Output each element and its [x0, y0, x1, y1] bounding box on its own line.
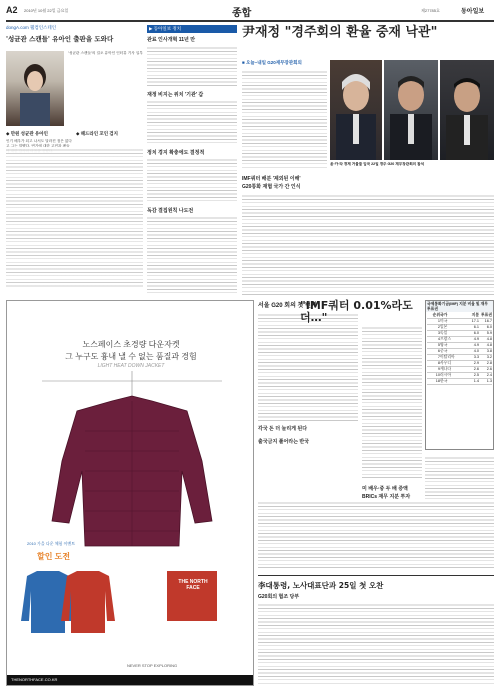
bottom-mid-lines	[258, 500, 494, 570]
mid-lines-2	[147, 99, 237, 145]
table-cell: 이탈리아	[440, 355, 455, 360]
ad-event-label: 2010 가을 다운 체험 이벤트	[27, 541, 76, 546]
table-cell: 17.1	[471, 319, 479, 324]
table-body	[426, 312, 493, 386]
ad-title-1: 노스페이스 초경량 다운자켓	[82, 340, 180, 349]
table-cell: 순위	[432, 313, 440, 318]
table-cell: 프랑스	[440, 337, 452, 342]
mid-head-1: 관료 인사개혁 11년 만	[147, 37, 196, 43]
bottom-headline: 李대통령, 노사대표단과 25일 첫 오찬	[258, 581, 384, 590]
mid-head-4: 독감 결집원칙 나도전	[147, 208, 194, 214]
table-cell: 10	[435, 373, 440, 378]
jacket-illustration	[7, 371, 255, 691]
table-cell: 5	[437, 343, 440, 348]
photo-bernanke	[330, 60, 382, 160]
mid-head-3: 정치 경지 확충에도 결정적	[147, 150, 205, 156]
main-sub-1: ■ 오늘~내일 G20재무장관회의	[242, 60, 302, 65]
ad-title-3: LIGHT HEAT DOWN JACKET	[97, 363, 165, 369]
photo-noda	[440, 60, 494, 160]
table-title: 국제통화기금(IMF) 지분 비율 및 재무 투표권	[426, 301, 493, 312]
left-photo	[6, 51, 64, 126]
ad-footer-bar: THENORTHFACE.CO.KR	[7, 675, 253, 685]
page-date: 2010년 10월 22일 금요일	[24, 8, 69, 13]
table-cell: 미국	[440, 319, 448, 324]
ad-cta-badge: 할인 도전	[37, 552, 71, 561]
bottom-mid-sub: 각국 돈 더 늘리게 된다	[258, 426, 308, 432]
bottom-mid-head-1: 출국금지 풀어라는 반국	[258, 439, 310, 445]
mid-column	[147, 25, 237, 295]
table-cell: 3.3	[473, 355, 479, 360]
table-cell: 3	[437, 331, 440, 336]
table-cell: 4.9	[473, 337, 479, 342]
bottom-sub: G20회의 협조 당부	[258, 594, 300, 600]
imf-table	[425, 300, 494, 450]
left-kicker: dongA.com 웰컴인스테인	[6, 25, 57, 30]
table-cell: 4.9	[473, 343, 479, 348]
photo-yoon	[384, 60, 438, 160]
left-body-a: '성균관 스캔들'의 걸오 유아인 인터뷰 기사 일부	[68, 51, 143, 55]
main-story	[242, 25, 494, 295]
table-cell: 일본	[440, 325, 448, 330]
table-cell: 7	[437, 355, 440, 360]
table-cell: 영국	[440, 343, 448, 348]
main-lines-a	[242, 69, 327, 169]
table-cell: 6.1	[473, 325, 479, 330]
table-cell: 18	[435, 379, 440, 384]
mid-lower-column	[258, 300, 358, 480]
page-number: A2	[6, 5, 18, 15]
table-cell: 중국	[440, 349, 448, 354]
table-cell: 2.6	[486, 367, 492, 372]
table-cell: 4.8	[486, 343, 492, 348]
mid-head-2: 재정 비지는 위치 '기관' 갑	[147, 92, 204, 98]
table-cell: 1	[437, 319, 440, 324]
table-cell: 국가	[440, 313, 448, 318]
left-box-label: ◆ 만원 성균관 유아인	[6, 131, 48, 136]
table-cell: 4.8	[486, 337, 492, 342]
person-1-figure	[330, 60, 382, 160]
main-headline: 尹재정 "경주회의 환율 중재 낙관"	[242, 25, 438, 40]
header-rule	[6, 20, 494, 22]
main-sub-2: IMF쿼터 배분 '제외된 이해'	[242, 176, 301, 182]
table-cell: 4.0	[473, 349, 479, 354]
mid-lines-4	[147, 215, 237, 295]
table-cell: 사우디	[440, 361, 452, 366]
table-cell: 독일	[440, 331, 448, 336]
main-sub-3: G20통화 재협 국가 간 인식	[242, 184, 301, 190]
table-cell: 6.0	[473, 331, 479, 336]
table-cell: 4	[437, 337, 440, 342]
bottom-mid-head-2: 미 배우·중 두 배 증액	[362, 486, 408, 492]
table-cell: 러시아	[440, 373, 452, 378]
issue-number: 제27785호	[421, 8, 440, 13]
table-cell: 2	[437, 325, 440, 330]
advertisement	[6, 300, 254, 686]
left-column	[6, 25, 143, 295]
mid-lower-lines	[258, 312, 358, 422]
bottom-rule	[258, 575, 494, 576]
ad-slogan: NEVER STOP EXPLORING	[127, 663, 178, 668]
table-cell: 지분	[471, 313, 479, 318]
person-2-figure	[384, 60, 438, 160]
table-cell: 6	[437, 349, 440, 354]
ad-title-2: 그 누구도 흉내 낼 수 없는 품질과 경험	[65, 352, 197, 361]
portrait-figure	[6, 51, 64, 126]
person-3-figure	[440, 60, 494, 160]
table-cell: 3.8	[486, 349, 492, 354]
table-cell: 2.8	[486, 361, 492, 366]
right-kicker: 서울 G20 회의 첫 번째	[258, 303, 317, 309]
imf-headline: "IMF쿼터 0.01%라도 더…"	[300, 299, 413, 324]
left-subhead: ◆ 헤드라인 꼬인 검지	[76, 131, 118, 136]
table-cell: 캐나다	[440, 367, 452, 372]
table-cell: 16.7	[484, 319, 492, 324]
table-cell: 1.4	[473, 379, 479, 384]
table-cell: 투표권	[480, 313, 492, 318]
mid-lines-1	[147, 45, 237, 87]
paper-name: 동아일보	[461, 9, 485, 15]
mid-lines-3	[147, 157, 237, 203]
photo-caption: 윤·카·타 경제 거물들 입국 22일 경주 G20 재무장관회의 참석	[330, 162, 425, 166]
left-lines	[6, 147, 143, 289]
table-cell: 한국	[440, 379, 448, 384]
table-cell: 1.3	[486, 379, 492, 384]
table-cell: 2.5	[473, 373, 479, 378]
left-headline: '성균관 스캔들' 유아인 출판을 도와다	[6, 35, 114, 43]
ad-brand-logo: THE NORTH FACE	[178, 579, 208, 591]
main-lines-b	[242, 193, 494, 295]
table-cell: 3.2	[486, 355, 492, 360]
bottom-mid-sub-2: BRICs 재무 지분 투자	[362, 494, 411, 500]
left-body-b: 인기 배우가 되고 나서도 달라진 점은 없다	[6, 139, 72, 143]
table-cell: 8	[437, 361, 440, 366]
section-title: 종합	[232, 8, 252, 19]
table-cell: 2.9	[473, 361, 479, 366]
right-area-lines	[362, 325, 422, 480]
table-row	[427, 379, 492, 385]
table-cell: 6.0	[486, 325, 492, 330]
bottom-lines	[258, 602, 494, 686]
table-cell: 2.6	[473, 367, 479, 372]
table-cell: 5.9	[486, 331, 492, 336]
table-cell: 9	[437, 367, 440, 372]
page-header	[6, 4, 494, 20]
table-cell: 2.4	[486, 373, 492, 378]
mid-kicker: ▶ 동아일보 정치	[147, 25, 237, 33]
